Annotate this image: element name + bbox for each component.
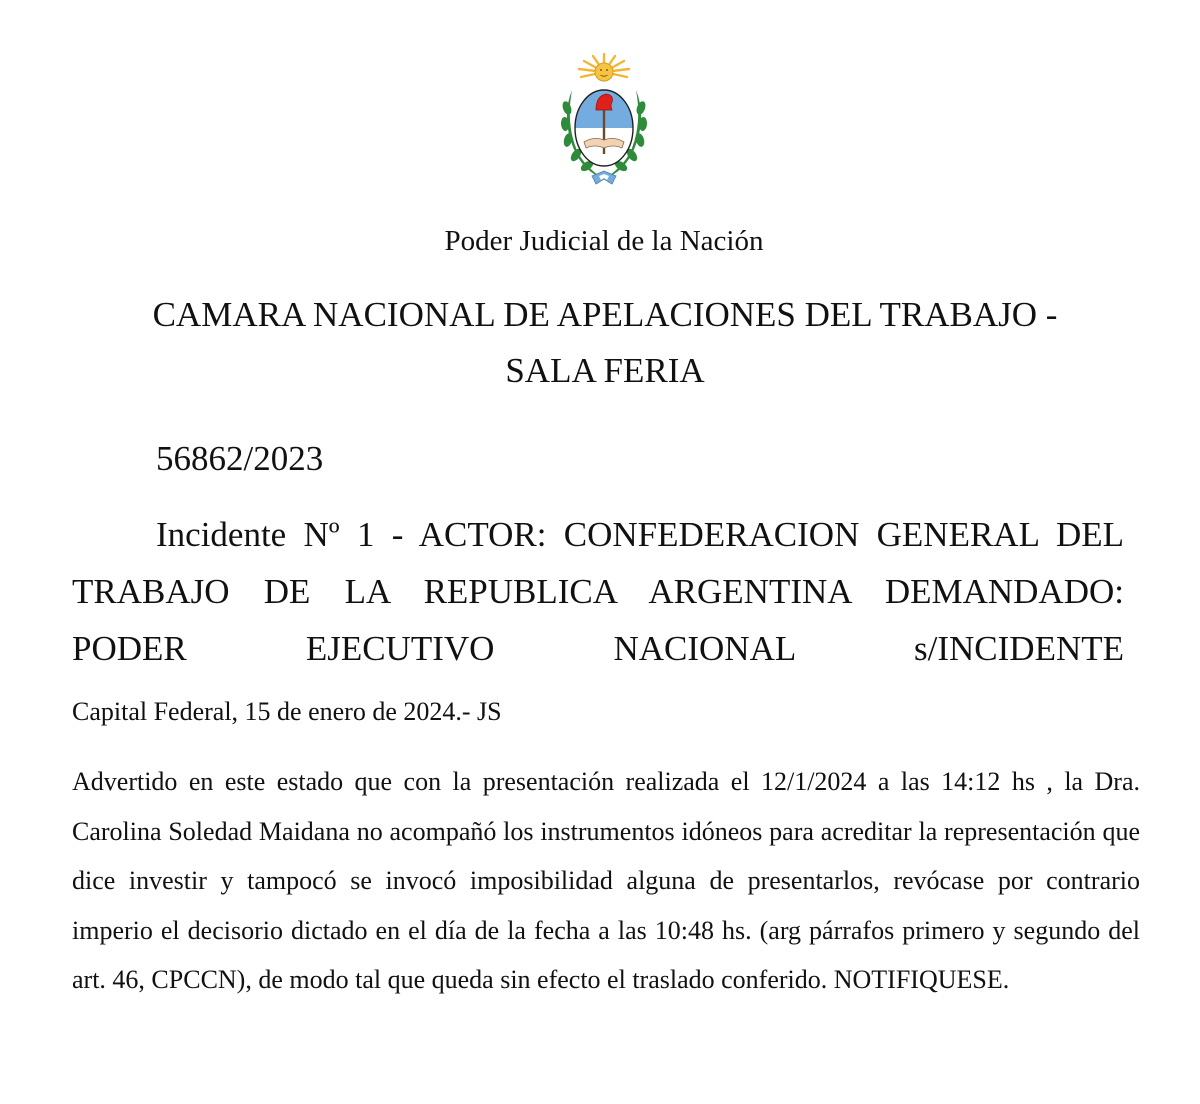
institution-name: Poder Judicial de la Nación xyxy=(444,225,764,257)
case-number: 56862/2023 xyxy=(156,439,324,478)
ribbon xyxy=(592,171,616,184)
chamber-title-line-1: CAMARA NACIONAL DE APELACIONES DEL TRABAJO - xyxy=(152,295,1058,334)
sun-of-may-icon xyxy=(579,54,629,81)
chamber-title xyxy=(100,287,1110,399)
resolution-body: Advertido en este estado que con la presentación realizada el 12/1/2024 a las 14:12 hs , la Dra. Carolina Soledad Maidana no acompañó los instrumentos idóneos para acreditar la representación que dice investir y tampocó se invocó imposibilidad alguna de presentarlos, revócase por contrario imperio el decisorio dictado en el día de la fecha a las 10:48 hs. (arg párrafos primero y segundo del art. 46, CPCCN), de modo tal que queda sin efecto el traslado conferido. NOTIFIQUESE. xyxy=(72,767,1140,994)
place-and-date: Capital Federal, 15 de enero de 2024.- JS xyxy=(72,697,502,726)
case-caption: Incidente Nº 1 - ACTOR: CONFEDERACION GENERAL DEL TRABAJO DE LA REPUBLICA ARGENTINA DEMANDADO: PODER EJECUTIVO NACIONAL s/INCIDENTE xyxy=(72,515,1124,668)
chamber-title-line-2: SALA FERIA xyxy=(505,351,705,390)
oval-shield xyxy=(572,88,636,168)
argentine-coat-of-arms-icon xyxy=(552,50,656,188)
